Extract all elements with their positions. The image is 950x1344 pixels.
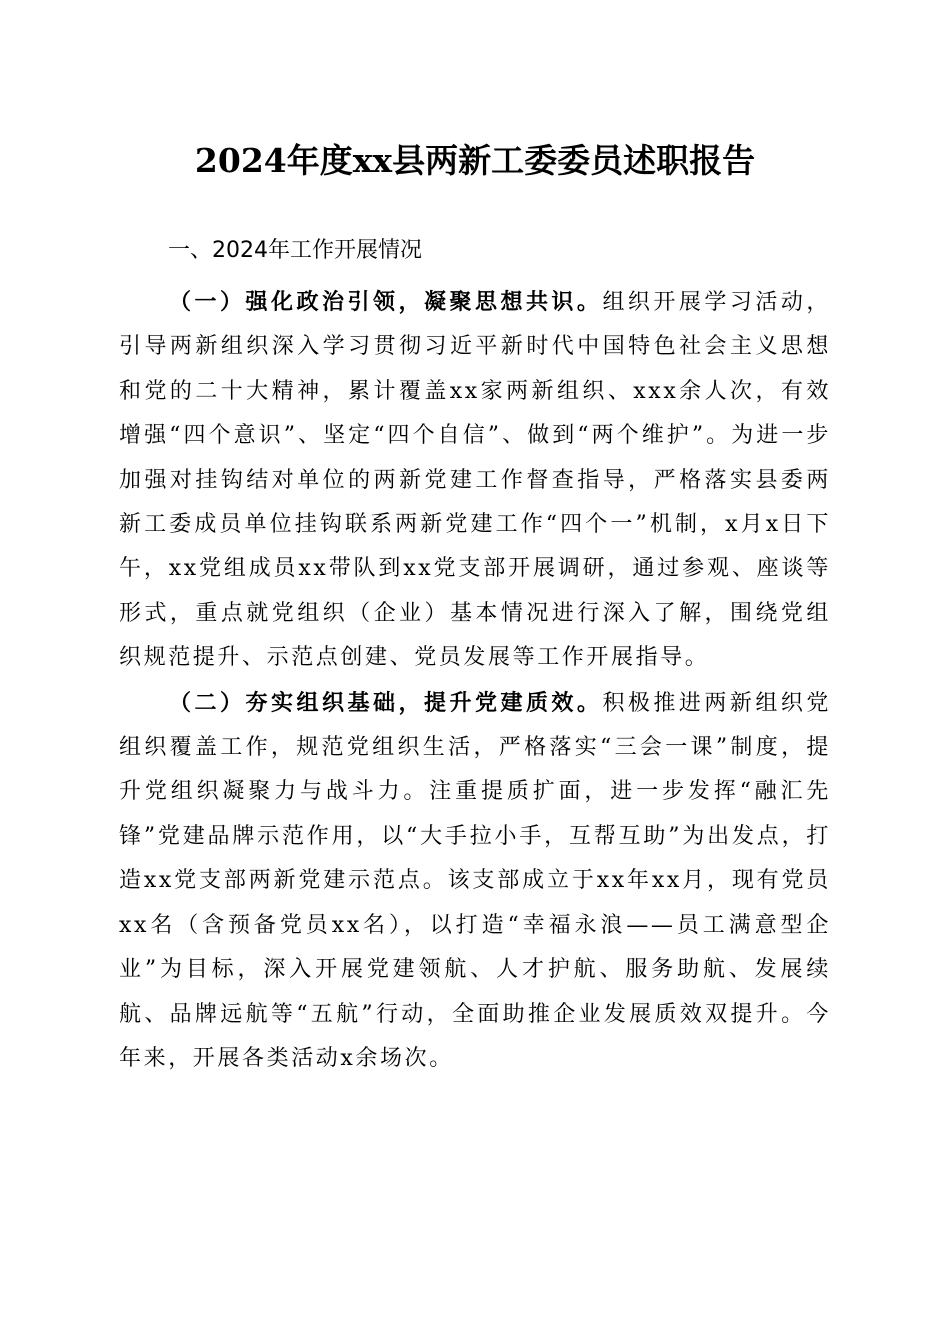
paragraph-2 — [119, 681, 831, 1082]
document-title: 2024年度xx县两新工委委员述职报告 — [194, 141, 756, 180]
section-heading: 一、2024年工作开展情况 — [168, 238, 422, 263]
paragraph-1-lead: （一）强化政治引领，凝聚思想共识。 — [169, 289, 603, 315]
paragraph-1 — [119, 280, 831, 681]
document-body — [119, 280, 831, 1081]
paragraph-2-lead: （二）夯实组织基础，提升党建质效。 — [169, 689, 603, 716]
paragraph-1-text: 组织开展学习活动，引导两新组织深入学习贯彻习近平新时代中国特色社会主义思想和党的二十大精神，累计覆盖xx家两新组织、xxx余人次，有效增强“四个意识”、坚定“四个自信”、做到“两个维护”。为进一步加强对挂钩结对单位的两新党建工作督查指导，严格落实县委两新工委成员单位挂钩联系两新党建工作“四个一”机制，x月x日下午，xx党组成员xx带队到xx党支部开展调研，通过参观、座谈等形式，重点就党组织（企业）基本情况进行深入了解，围绕党组织规范提升、示范点创建、党员发展等工作开展指导。 — [119, 290, 832, 671]
paragraph-2-text: 积极推进两新组织党组织覆盖工作，规范党组织生活，严格落实“三会一课”制度，提升党组织凝聚力与战斗力。注重提质扩面，进一步发挥“融汇先锋”党建品牌示范作用，以“大手拉小手，互帮互助”为出发点，打造xx党支部两新党建示范点。该支部成立于xx年xx月，现有党员xx名（含预备党员xx名），以打造“幸福永浪——员工满意型企业”为目标，深入开展党建领航、人才护航、服务助航、发展续航、品牌远航等“五航”行动，全面助推企业发展质效双提升。今年来，开展各类活动x余场次。 — [119, 690, 832, 1071]
